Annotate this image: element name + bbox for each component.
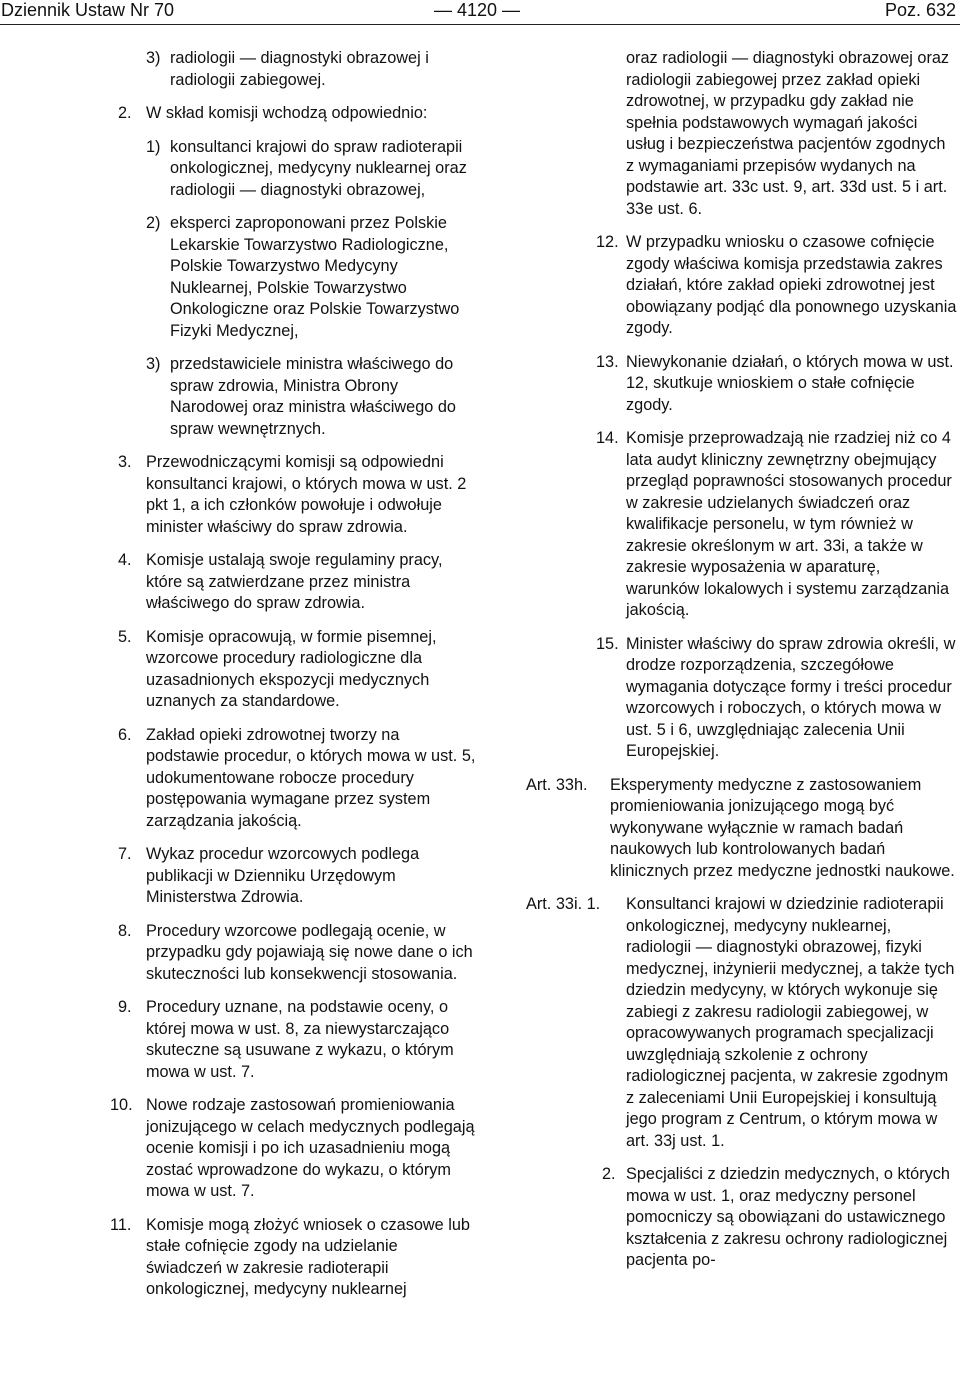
- item-number: 15.: [596, 634, 619, 653]
- item-number: 2.: [118, 104, 132, 122]
- item-number: 2.: [602, 1165, 616, 1183]
- list-item: [110, 1215, 476, 1301]
- item-text: radiologii — diagnostyki obrazowej i radiologii zabiegowej.: [170, 49, 429, 89]
- item-text: przedstawiciele ministra właściwego do spraw zdrowia, Ministra Obrony Narodowej oraz ministra właściwego do spraw wewnętrznych.: [170, 355, 456, 438]
- item-number: 12.: [596, 233, 619, 251]
- item-number: 11.: [110, 1215, 132, 1234]
- item-text: W przypadku wniosku o czasowe cofnięcie zgody właściwa komisja przedstawia zakres działań, które zakład opieki zdrowotnej jest obowiązany podjąć dla ponownego uzyskania zgody.: [626, 233, 957, 337]
- list-item: [110, 997, 476, 1083]
- header-rule: [0, 24, 960, 25]
- item-number: 14.: [596, 429, 619, 447]
- list-item: [110, 627, 476, 713]
- left-column: [110, 48, 478, 1301]
- list-item: [110, 550, 476, 615]
- article-label: Art. 33h.: [526, 775, 588, 794]
- item-number: 9.: [118, 998, 132, 1016]
- item-number: 3.: [118, 453, 132, 471]
- item-text: Procedury uznane, na podstawie oceny, o której mowa w ust. 8, za niewystarczająco skuteczne są usuwane z wykazu, o którym mowa w ust. 7.: [146, 998, 454, 1081]
- list-item: [526, 634, 958, 763]
- item-number: 10.: [110, 1096, 133, 1114]
- item-text: Minister właściwy do spraw zdrowia określi, w drodze rozporządzenia, szczegółowe wymagania dotyczące formy i treści procedur wzorcowych i roboczych, o których mowa w ust. 5 i 6, uwzględniając zalecenia Unii Europejskiej.: [626, 634, 956, 760]
- item-text: Procedury wzorcowe podlegają ocenie, w przypadku gdy pojawiają się nowe dane o ich skuteczności lub konsekwencji stosowania.: [146, 921, 473, 983]
- list-item: [526, 352, 958, 417]
- item-text: Zakład opieki zdrowotnej tworzy na podstawie procedur, o których mowa w ust. 5, udokumentowane robocze procedury postępowania wymagane przez system zarządzania jakością.: [146, 725, 476, 830]
- position-number: Poz. 632: [884, 0, 956, 20]
- item-number: 13.: [596, 352, 619, 371]
- item-number: 3): [146, 49, 161, 67]
- list-item: [110, 1095, 476, 1203]
- item-text: Komisje mogą złożyć wniosek o czasowe lub stałe cofnięcie zgody na udzielanie świadczeń w zakresie radioterapii onkologicznej, medycyny nuklearnej: [146, 1215, 470, 1298]
- article-33h: [526, 775, 958, 883]
- article-33i: [526, 894, 958, 1152]
- article-text: Konsultanci krajowi w dziedzinie radioterapii onkologicznej, medycyny nuklearnej, radiologii — diagnostyki obrazowej, fizyki medycznej, inżynierii medycznej, a także tych dziedzin medycyny, w których wykonuje się zabiegi z zakresu radiologii zabiegowej, w opracowywanych programach specjalizacji uwzględniają szkolenie z ochrony radiologicznej pacjenta, w zakresie zgodnym z zaleceniami Unii Europejskiej i konsultują jego program z Centrum, o którym mowa w art. 33j ust. 1.: [626, 895, 955, 1150]
- item-text: Przewodniczącymi komisji są odpowiedni konsultanci krajowi, o których mowa w ust. 2 pkt 1, a ich członków powołuje i odwołuje minister właściwy do spraw zdrowia.: [146, 453, 467, 536]
- article-text: Eksperymenty medyczne z zastosowaniem promieniowania jonizującego mogą być wykonywane wyłącznie w ramach badań naukowych lub kontrolowanych badań klinicznych przez medyczne jednostki naukowe.: [610, 775, 955, 880]
- item-text: eksperci zaproponowani przez Polskie Lekarskie Towarzystwo Radiologiczne, Polskie Towarzystwo Medycyny Nuklearnej, Polskie Towarzystwo Onkologiczne oraz Polskie Towarzystwo Fizyki Medycznej,: [170, 214, 460, 340]
- list-item: [110, 103, 476, 125]
- item-text: Nowe rodzaje zastosowań promieniowania jonizującego w celach medycznych podlegają ocenie komisji i po ich uzasadnieniu mogą zostać wprowadzone do wykazu, o którym mowa w ust. 7.: [146, 1096, 475, 1200]
- continued-paragraph: [526, 48, 958, 220]
- item-text: Komisje opracowują, w formie pisemnej, wzorcowe procedury radiologiczne dla uzasadnionych ekspozycji medycznych uznanych za standardowe.: [146, 627, 437, 710]
- item-text: konsultanci krajowi do spraw radioterapii onkologicznej, medycyny nuklearnej oraz radiologii — diagnostyki obrazowej,: [170, 137, 467, 199]
- page-number: — 4120 —: [434, 0, 521, 20]
- item-number: 8.: [118, 921, 132, 940]
- article-label: Art. 33i. 1.: [526, 895, 601, 913]
- list-item: [110, 452, 476, 538]
- item-text: oraz radiologii — diagnostyki obrazowej oraz radiologii zabiegowej przez zakład opieki zdrowotnej, w przypadku gdy zakład nie spełnia podstawowych wymagań jakości usług i bezpieczeństwa pacjentów zgodnych z wymaganiami przepisów wydanych na podstawie art. 33c ust. 9, art. 33d ust. 5 i art. 33e ust. 6.: [626, 49, 950, 218]
- item-number: 7.: [118, 845, 132, 863]
- list-item: [110, 844, 476, 909]
- list-item: [110, 725, 476, 833]
- list-item: [110, 354, 470, 440]
- page-header: [0, 0, 960, 26]
- item-number: 4.: [118, 551, 132, 569]
- list-item: [110, 137, 470, 202]
- list-item: [526, 1164, 958, 1272]
- list-item: [110, 921, 476, 986]
- item-number: 6.: [118, 725, 132, 744]
- item-number: 5.: [118, 627, 132, 646]
- list-item: [526, 232, 958, 340]
- item-text: Komisje ustalają swoje regulaminy pracy, które są zatwierdzane przez ministra właściwego do spraw zdrowia.: [146, 551, 443, 612]
- list-item: [526, 428, 958, 622]
- item-text: Niewykonanie działań, o których mowa w ust. 12, skutkuje wnioskiem o stałe cofnięcie zgody.: [626, 352, 954, 414]
- right-column: [526, 48, 958, 1272]
- item-number: 2): [146, 214, 161, 232]
- item-text: Wykaz procedur wzorcowych podlega publikacji w Dzienniku Urzędowym Ministerstwa Zdrowia.: [146, 845, 420, 906]
- item-number: 3): [146, 355, 161, 373]
- list-item: [110, 213, 470, 342]
- item-text: Komisje przeprowadzają nie rzadziej niż co 4 lata audyt kliniczny zewnętrzny obejmujący przegląd poprawności stosowanych procedur w zakresie udzielanych świadczeń oraz kwalifikacje personelu, w tym również w zakresie określonym w art. 33i, a także w zakresie wyposażenia w aparaturę, warunków lokalowych i systemu zarządzania jakością.: [626, 429, 952, 619]
- journal-title: Dziennik Ustaw Nr 70: [1, 0, 175, 20]
- item-text: Specjaliści z dziedzin medycznych, o których mowa w ust. 1, oraz medyczny personel pomocniczy są obowiązani do ustawicznego kształcenia z zakresu ochrony radiologicznej pacjenta po-: [626, 1165, 950, 1269]
- item-text: W skład komisji wchodzą odpowiednio:: [146, 104, 428, 122]
- item-number: 1): [146, 137, 161, 156]
- list-item: [110, 48, 446, 91]
